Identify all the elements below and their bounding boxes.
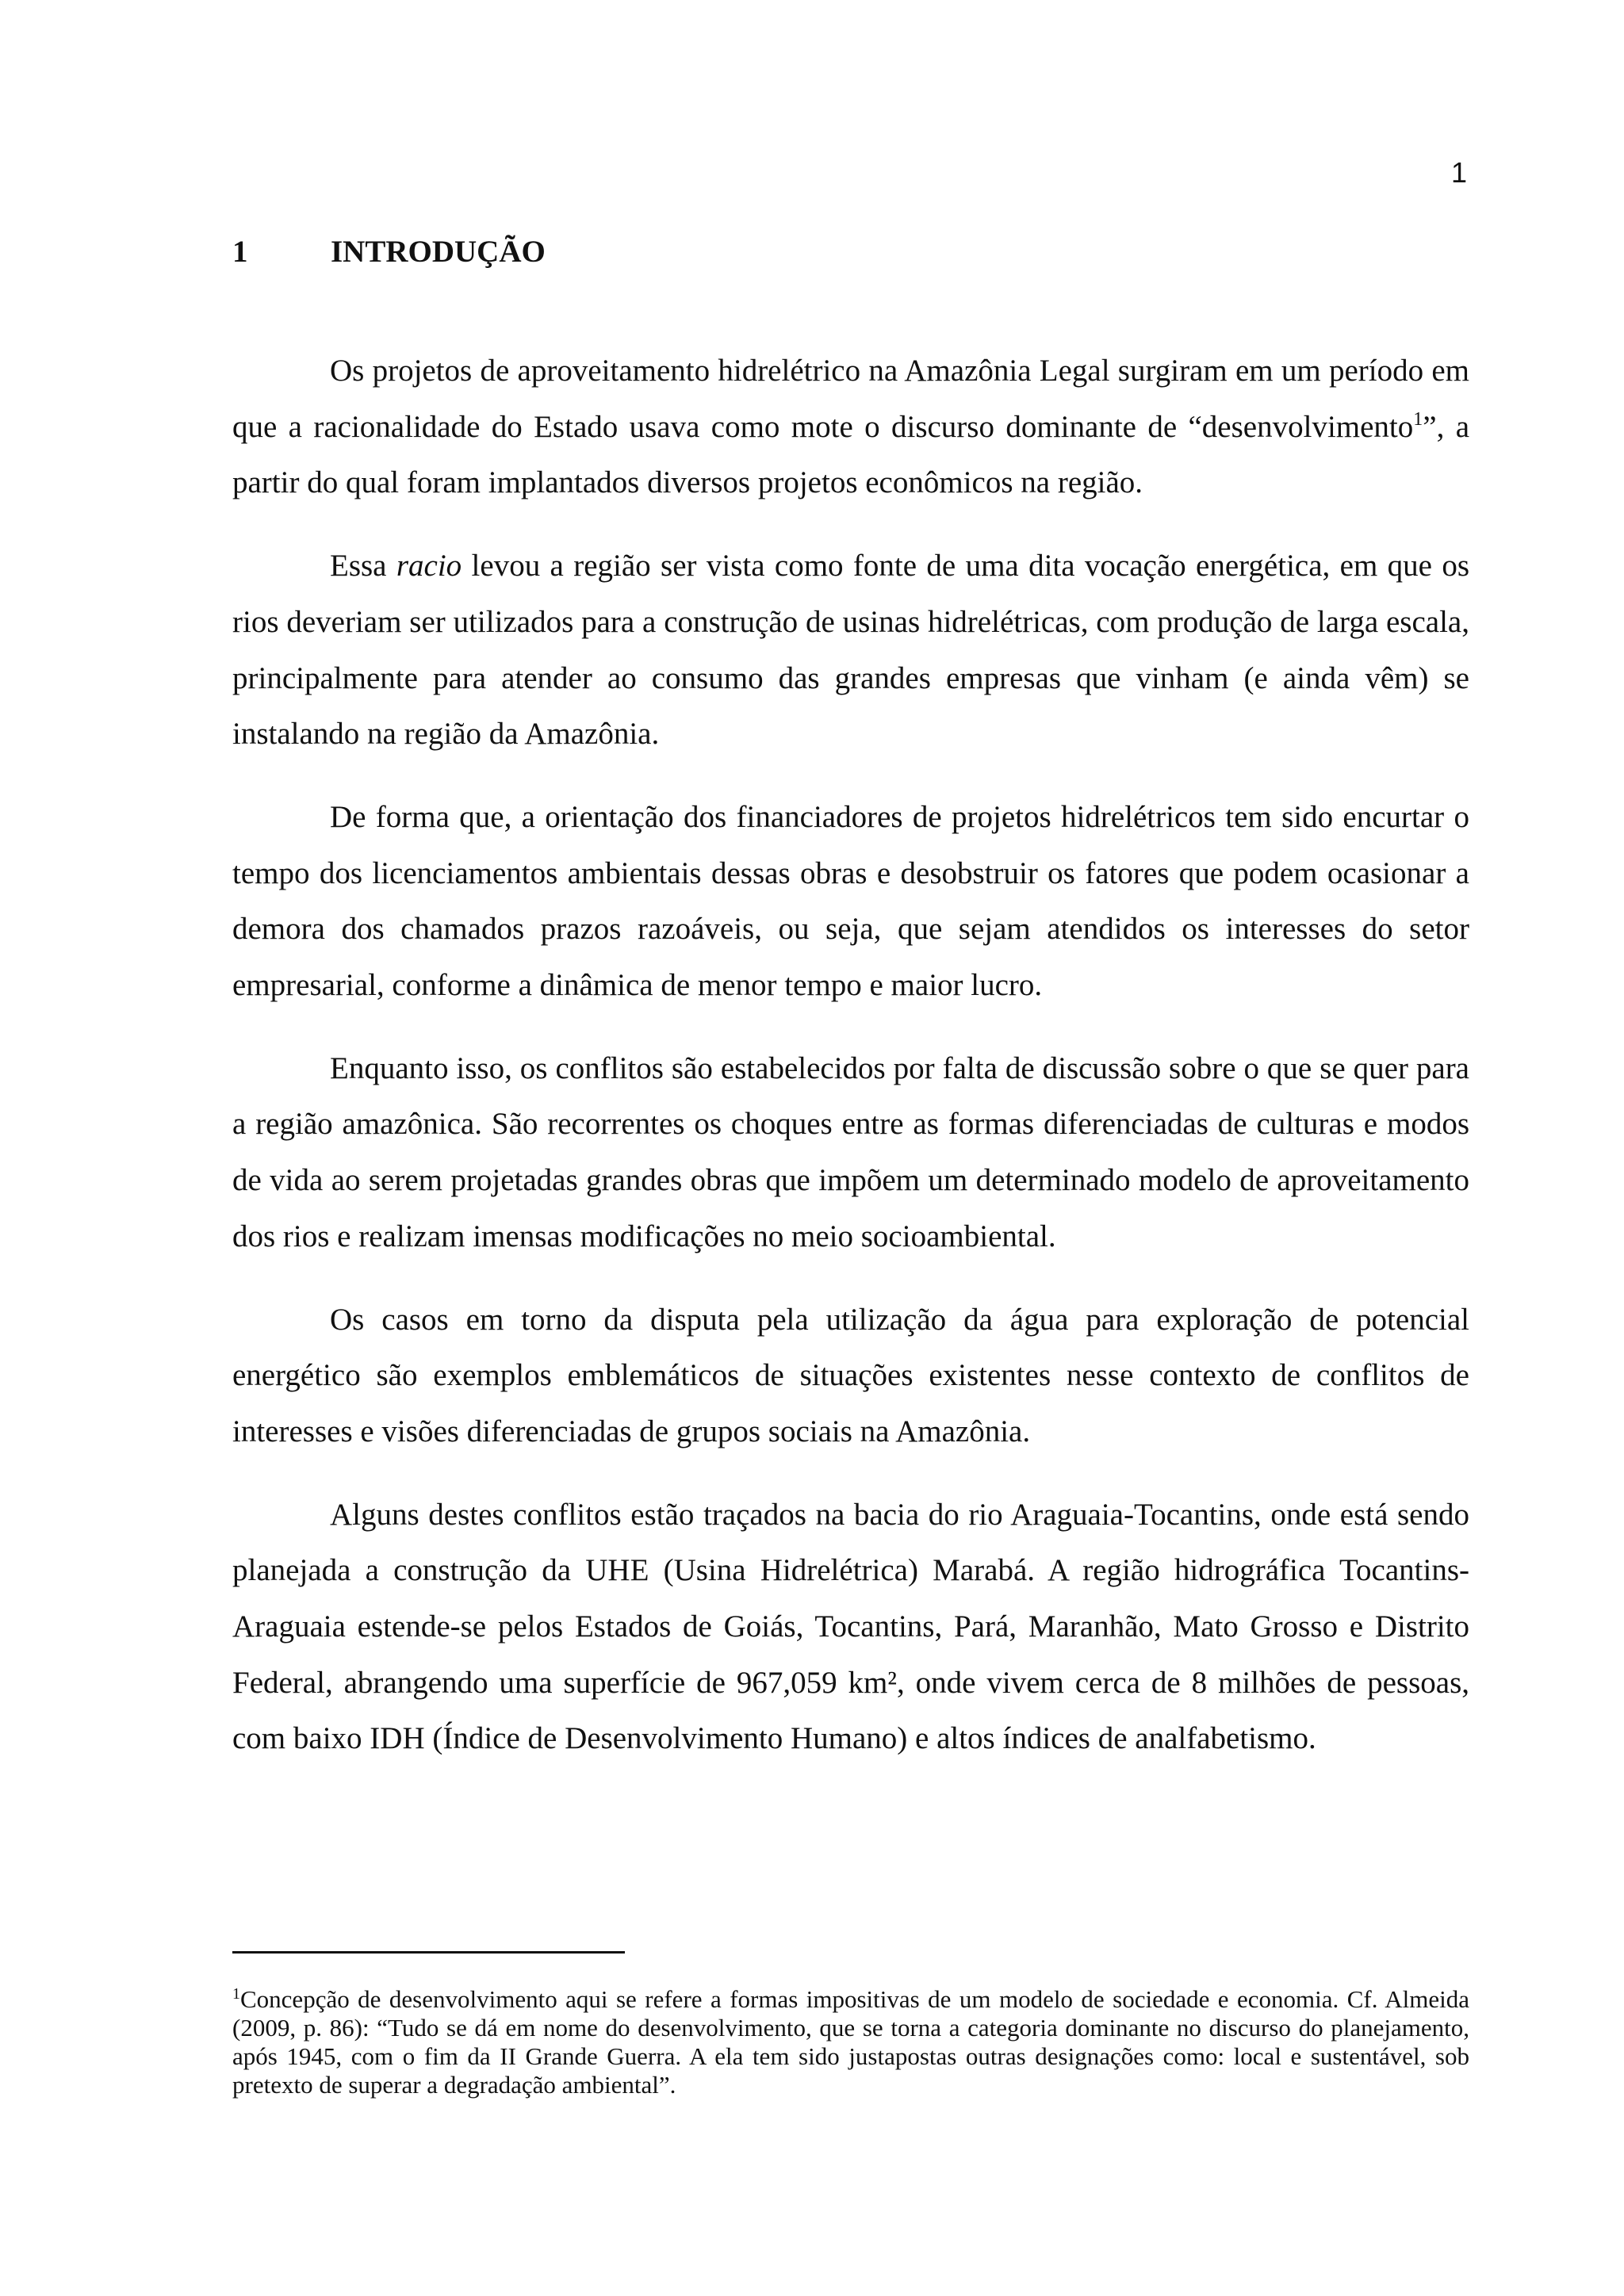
page-number: 1: [1450, 156, 1467, 189]
section-title: INTRODUÇÃO: [331, 235, 546, 269]
paragraph-3: De forma que, a orientação dos financiadores de projetos hidrelétricos tem sido encurtar o tempo dos licenciamentos ambientais dessas obras e desobstruir os fatores que podem ocasionar a demora dos chamados prazos razoáveis, ou seja, que sejam atendidos os interesses do setor empresarial, conforme a dinâmica de menor tempo e maior lucro.: [232, 799, 1469, 1003]
paragraph-1: [232, 343, 1469, 511]
italic-term: racio: [396, 549, 462, 584]
paragraph-1-text: Os projetos de aproveitamento hidrelétrico na Amazônia Legal surgiram em um período em que a racionalidade do Estado usava como mote o discurso dominante de “desenvolvimento: [232, 354, 1469, 444]
section-heading: [232, 235, 546, 270]
paragraph-6: Alguns destes conflitos estão traçados na bacia do rio Araguaia-Tocantins, onde está sendo planejada a construção da UHE (Usina Hidrelétrica) Marabá. A região hidrográfica Tocantins-Araguaia estende-se pelos Estados de Goiás, Tocantins, Pará, Maranhão, Mato Grosso e Distrito Federal, abrangendo uma superfície de 967,059 km², onde vivem cerca de 8 milhões de pessoas, com baixo IDH (Índice de Desenvolvimento Humano) e altos índices de analfabetismo.: [232, 1497, 1469, 1756]
paragraph-4: Enquanto isso, os conflitos são estabelecidos por falta de discussão sobre o que se quer para a região amazônica. São recorrentes os choques entre as formas diferenciadas de culturas e modos de vida ao serem projetadas grandes obras que impõem um determinado modelo de aproveitamento dos rios e realizam imensas modificações no meio socioambiental.: [232, 1050, 1469, 1253]
paragraph-2-text-end: levou a região ser vista como fonte de uma dita vocação energética, em que os rios deveriam ser utilizados para a construção de usinas hidrelétricas, com produção de larga escala, principalmente para atender ao consumo das grandes empresas que vinham (e ainda vêm) se instalando na região da Amazônia.: [232, 549, 1469, 752]
footnote-reference: 1: [1413, 408, 1423, 430]
paragraph-1-text-end: ”, a partir do qual foram implantados diversos projetos econômicos na região.: [232, 409, 1469, 500]
paragraph-5: Os casos em torno da disputa pela utilização da água para exploração de potencial energético são exemplos emblemáticos de situações existentes nesse contexto de conflitos de interesses e visões diferenciadas de grupos sociais na Amazônia.: [232, 1302, 1469, 1448]
footnote-separator: [232, 1951, 625, 1954]
footnote: [232, 1985, 1469, 2099]
paragraph-2: [232, 538, 1469, 763]
paragraph-2-text: Essa: [330, 549, 396, 584]
footnote-text: Concepção de desenvolvimento aqui se refere a formas impositivas de um modelo de sociedade e economia. Cf. Almeida (2009, p. 86): “Tudo se dá em nome do desenvolvimento, que se torna a categoria dominante no discurso do planejamento, após 1945, com o fim da II Grande Guerra. A ela tem sido justapostas outras designações como: local e sustentável, sob pretexto de superar a degradação ambiental”.: [232, 1985, 1469, 2099]
section-number: 1: [232, 235, 248, 269]
footnote-marker: 1: [232, 1985, 240, 2003]
body-text: [232, 343, 1469, 1794]
